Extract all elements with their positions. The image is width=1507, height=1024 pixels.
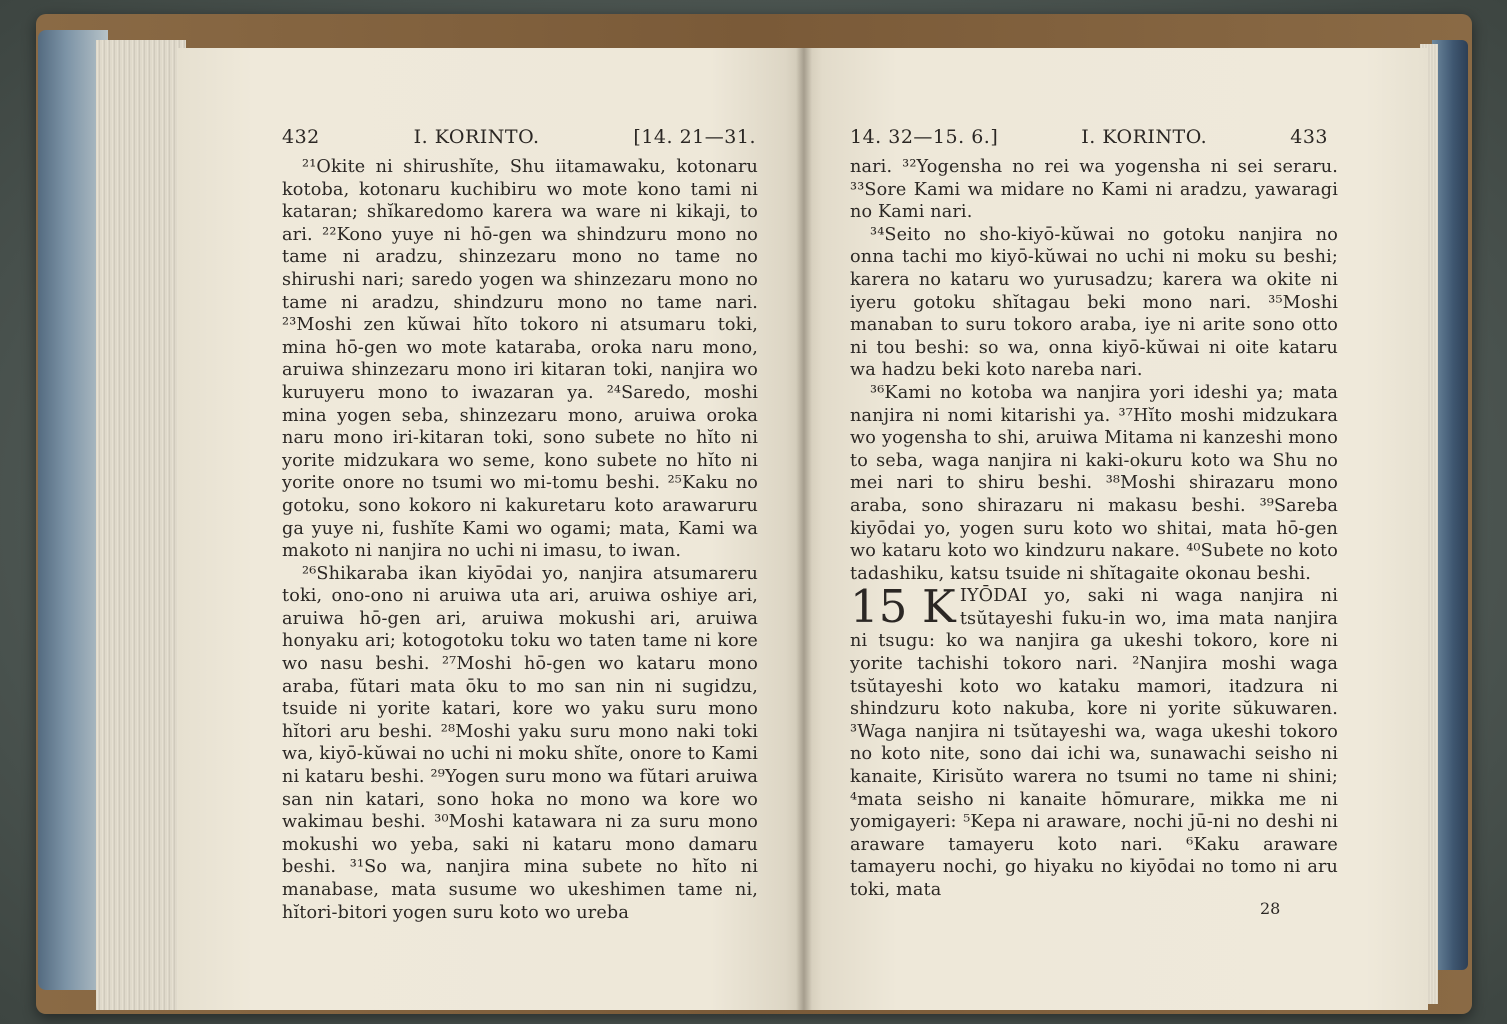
right-page <box>804 48 1428 1010</box>
paragraph: ²⁶Shikaraba ikan kiyōdai yo, nanjira atsumareru toki, ono-ono ni aruiwa uta ari, aruiwa oshiye ari, aruiwa hō-gen ari, aruiwa mokushi ari, aruiwa honyaku ari; kotogotoku toku wo taten tame ni kore wo nasu beshi. ²⁷Moshi hō-gen wo kataru mono araba, fŭtari mata ōku to mo san nin ni sugidzu, tsuide ni yorite katari, kore wo yaku suru mono hĭtori aru beshi. ²⁸Moshi yaku suru mono naki toki wa, kiyō-kŭwai no uchi ni moku shĭte, onore to Kami ni kataru beshi. ²⁹Yogen suru mono wa fŭtari aruiwa san nin katari, sono hoka no mono wa kore wo wakimau beshi. ³⁰Moshi katawara ni za suru mono mokushi wo yeba, saki ni kataru mono damaru beshi. ³¹So wa, nanjira mina subete no hĭto ni manabase, mata susume wo ukeshimen tame ni, hĭtori-bitori yogen suru koto wo ureba <box>282 563 758 923</box>
paragraph: ²¹Okite ni shirushĭte, Shu iitamawaku, kotonaru kotoba, kotonaru kuchibiru wo mote kono tami ni kataran; shĭkaredomo karera wa ware ni kikaji, to ari. ²²Kono yuye ni hō-gen wa shindzuru mono no tame ni aradzu, shinzezaru mono no tame no shirushi nari; saredo yogen wa shinzezaru mono no tame ni aradzu, shindzuru mono no tame nari. ²³Moshi zen kŭwai hĭto tokoro ni atsumaru toki, mina hō-gen wo mote kataraba, oroka naru mono, aruiwa shinzezaru mono iri kitaran toki, nanjira wo kuruyeru mono to iwazaran ya. ²⁴Saredo, moshi mina yogen seba, shinzezaru mono, aruiwa oroka naru mono iri-kitaran toki, sono subete no hĭto ni yorite midzukara wo seme, kono subete no hĭto ni yorite onore no tsumi wo mi-tomu beshi. ²⁵Kaku no gotoku, sono kokoro ni kakuretaru koto arawaruru ga yuye ni, fushĭte Kami wo ogami; mata, Kami wa makoto ni nanjira no uchi ni imasu, to iwan. <box>282 157 758 562</box>
left-page-number: 432 <box>282 126 320 148</box>
right-running-title: I. KORINTO. <box>1081 126 1208 148</box>
paragraph: ³⁶Kami no kotoba wa nanjira yori ideshi ya; mata nanjira ni nomi kitarishi ya. ³⁷Hĭto moshi midzukara wo yogensha to shi, aruiwa Mitama ni kanzeshi mono to seba, waga nanjira ni kaki-okuru koto wa Shu no mei nari to shiru beshi. ³⁸Moshi shirazaru mono araba, sono shirazaru ni makasu beshi. ³⁹Sareba kiyōdai yo, yogen suru koto wo shitai, mata hō-gen wo kataru koto wo kindzuru nakare. ⁴⁰Subete no koto tadashiku, katsu tsuide ni shĭtagaite okonau beshi. <box>850 382 1338 584</box>
right-verse-range: 14. 32—15. 6.] <box>850 126 999 148</box>
left-verse-range: [14. 21—31. <box>633 126 756 148</box>
chapter-initial: K <box>922 585 956 634</box>
chapter-15-opening <box>850 585 1338 901</box>
chapter-drop-cap <box>850 585 956 634</box>
page-edges-left <box>96 40 186 1010</box>
left-page <box>178 48 804 1010</box>
paragraph: nari. ³²Yogensha no rei wa yogensha ni sei seraru. ³³Sore Kami wa midare no Kami ni aradzu, yawaragi no Kami nari. <box>850 157 1338 223</box>
signature-mark: 28 <box>1260 899 1281 918</box>
left-running-title: I. KORINTO. <box>413 126 540 148</box>
right-page-text <box>850 156 1338 902</box>
chapter-number: 15 <box>850 585 908 634</box>
left-page-header <box>282 126 756 152</box>
right-page-number: 433 <box>1290 126 1328 148</box>
chapter-text: IYŌDAI yo, saki ni waga nanjira ni tsŭtayeshi fuku-in wo, ima mata nanjira ni tsugu: ko wa nanjira ga ukeshi tokoro, kore ni yorite tachishi tokoro nari. ²Nanjira moshi waga tsŭtayeshi koto wo kataku mamori, itadzura ni shindzuru koto nakuba, kore ni yorite sŭkuwaren. ³Waga nanjira ni tsŭtayeshi wa, waga ukeshi tokoro no koto nite, sono dai ichi wa, sunawachi seisho ni kanaite, Kirisŭto warera no tsumi no tame ni shini; ⁴mata seisho ni kanaite hōmurare, mikka me ni yomigayeri: ⁵Kepa ni araware, nochi jū-ni no deshi ni araware tamayeru koto nari. ⁶Kaku araware tamayeru nochi, go hiyaku no kiyōdai no tomo ni aru toki, mata <box>850 586 1338 900</box>
paragraph: ³⁴Seito no sho-kiyō-kŭwai no gotoku nanjira no onna tachi mo kiyō-kŭwai no uchi ni moku su beshi; karera no kataru wo yurusadzu; karera wa okite ni iyeru gotoku shĭtagau beki mono nari. ³⁵Moshi manaban to suru tokoro araba, iye ni arite sono otto ni tou beshi: so wa, onna kiyō-kŭwai ni oite kataru wa hadzu beki koto nareba nari. <box>850 224 1338 381</box>
left-page-text <box>282 156 758 924</box>
right-page-header <box>850 126 1328 152</box>
book-gutter <box>796 48 812 1010</box>
